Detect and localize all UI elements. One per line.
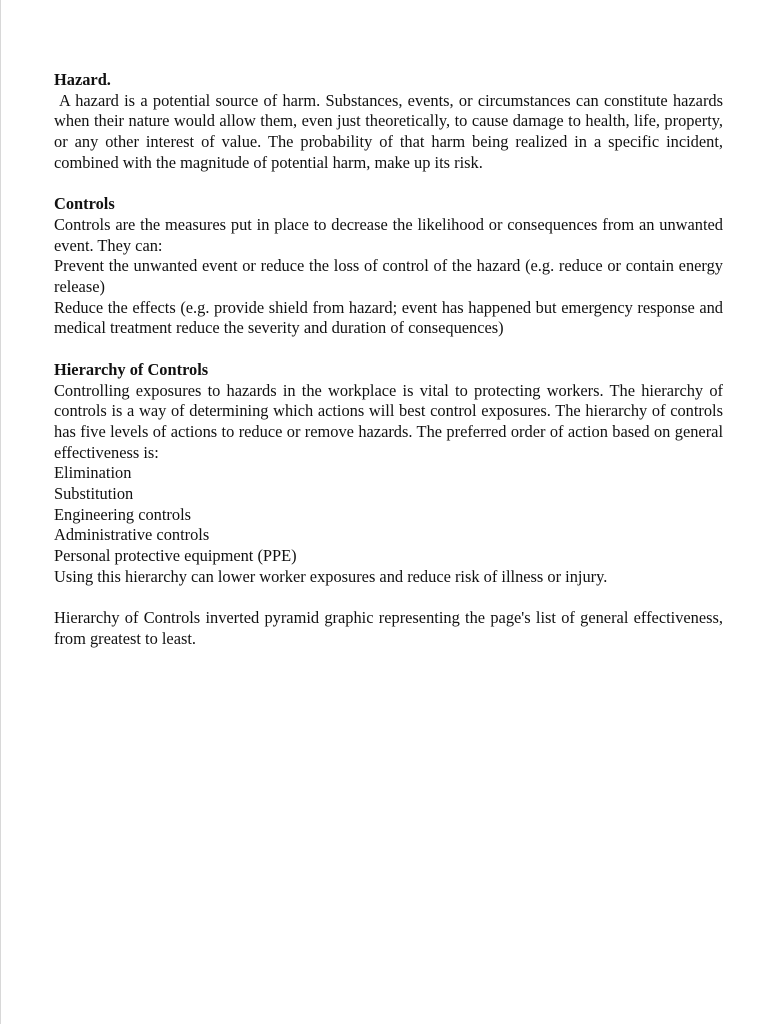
list-item: Engineering controls xyxy=(54,504,192,524)
controls-point-prevent: Prevent the unwanted event or reduce the loss of control of the hazard (e.g. reduce or contain energy release) xyxy=(54,256,723,297)
list-item: Substitution xyxy=(54,484,134,504)
controls-section xyxy=(54,194,723,339)
controls-point-reduce: Reduce the effects (e.g. provide shield from hazard; event has happened but emergency response and medical treatment reduce the severity and duration of consequences) xyxy=(54,297,723,338)
list-item: Personal protective equipment (PPE) xyxy=(54,546,297,566)
hierarchy-heading: Hierarchy of Controls xyxy=(54,359,209,379)
list-item: Elimination xyxy=(54,463,132,483)
document-content xyxy=(54,70,723,670)
hazard-section xyxy=(54,70,723,174)
graphic-note-section xyxy=(54,608,723,649)
graphic-description: Hierarchy of Controls inverted pyramid graphic representing the page's list of general effectiveness, from greatest to least. xyxy=(54,608,723,648)
hierarchy-levels-list xyxy=(54,463,723,567)
hierarchy-intro: Controlling exposures to hazards in the workplace is vital to protecting workers. The hierarchy of controls is a way of determining which actions will best control exposures. The hierarchy of controls has five levels of actions to reduce or remove hazards. The preferred order of action based on general effectiveness is: xyxy=(54,380,723,462)
hierarchy-section xyxy=(54,360,723,588)
hazard-heading: Hazard. xyxy=(54,70,111,89)
controls-heading: Controls xyxy=(54,194,115,214)
controls-intro: Controls are the measures put in place to decrease the likelihood or consequences from an unwanted event. They can: xyxy=(54,214,723,255)
hierarchy-closing: Using this hierarchy can lower worker exposures and reduce risk of illness or injury. xyxy=(54,566,608,586)
list-item: Administrative controls xyxy=(54,525,210,545)
hazard-paragraph: A hazard is a potential source of harm. Substances, events, or circumstances can constitute hazards when their nature would allow them, even just theoretically, to cause damage to health, life, property, or any other interest of value. The probability of that harm being realized in a specific incident, combined with the magnitude of potential harm, make up its risk. xyxy=(54,90,723,172)
